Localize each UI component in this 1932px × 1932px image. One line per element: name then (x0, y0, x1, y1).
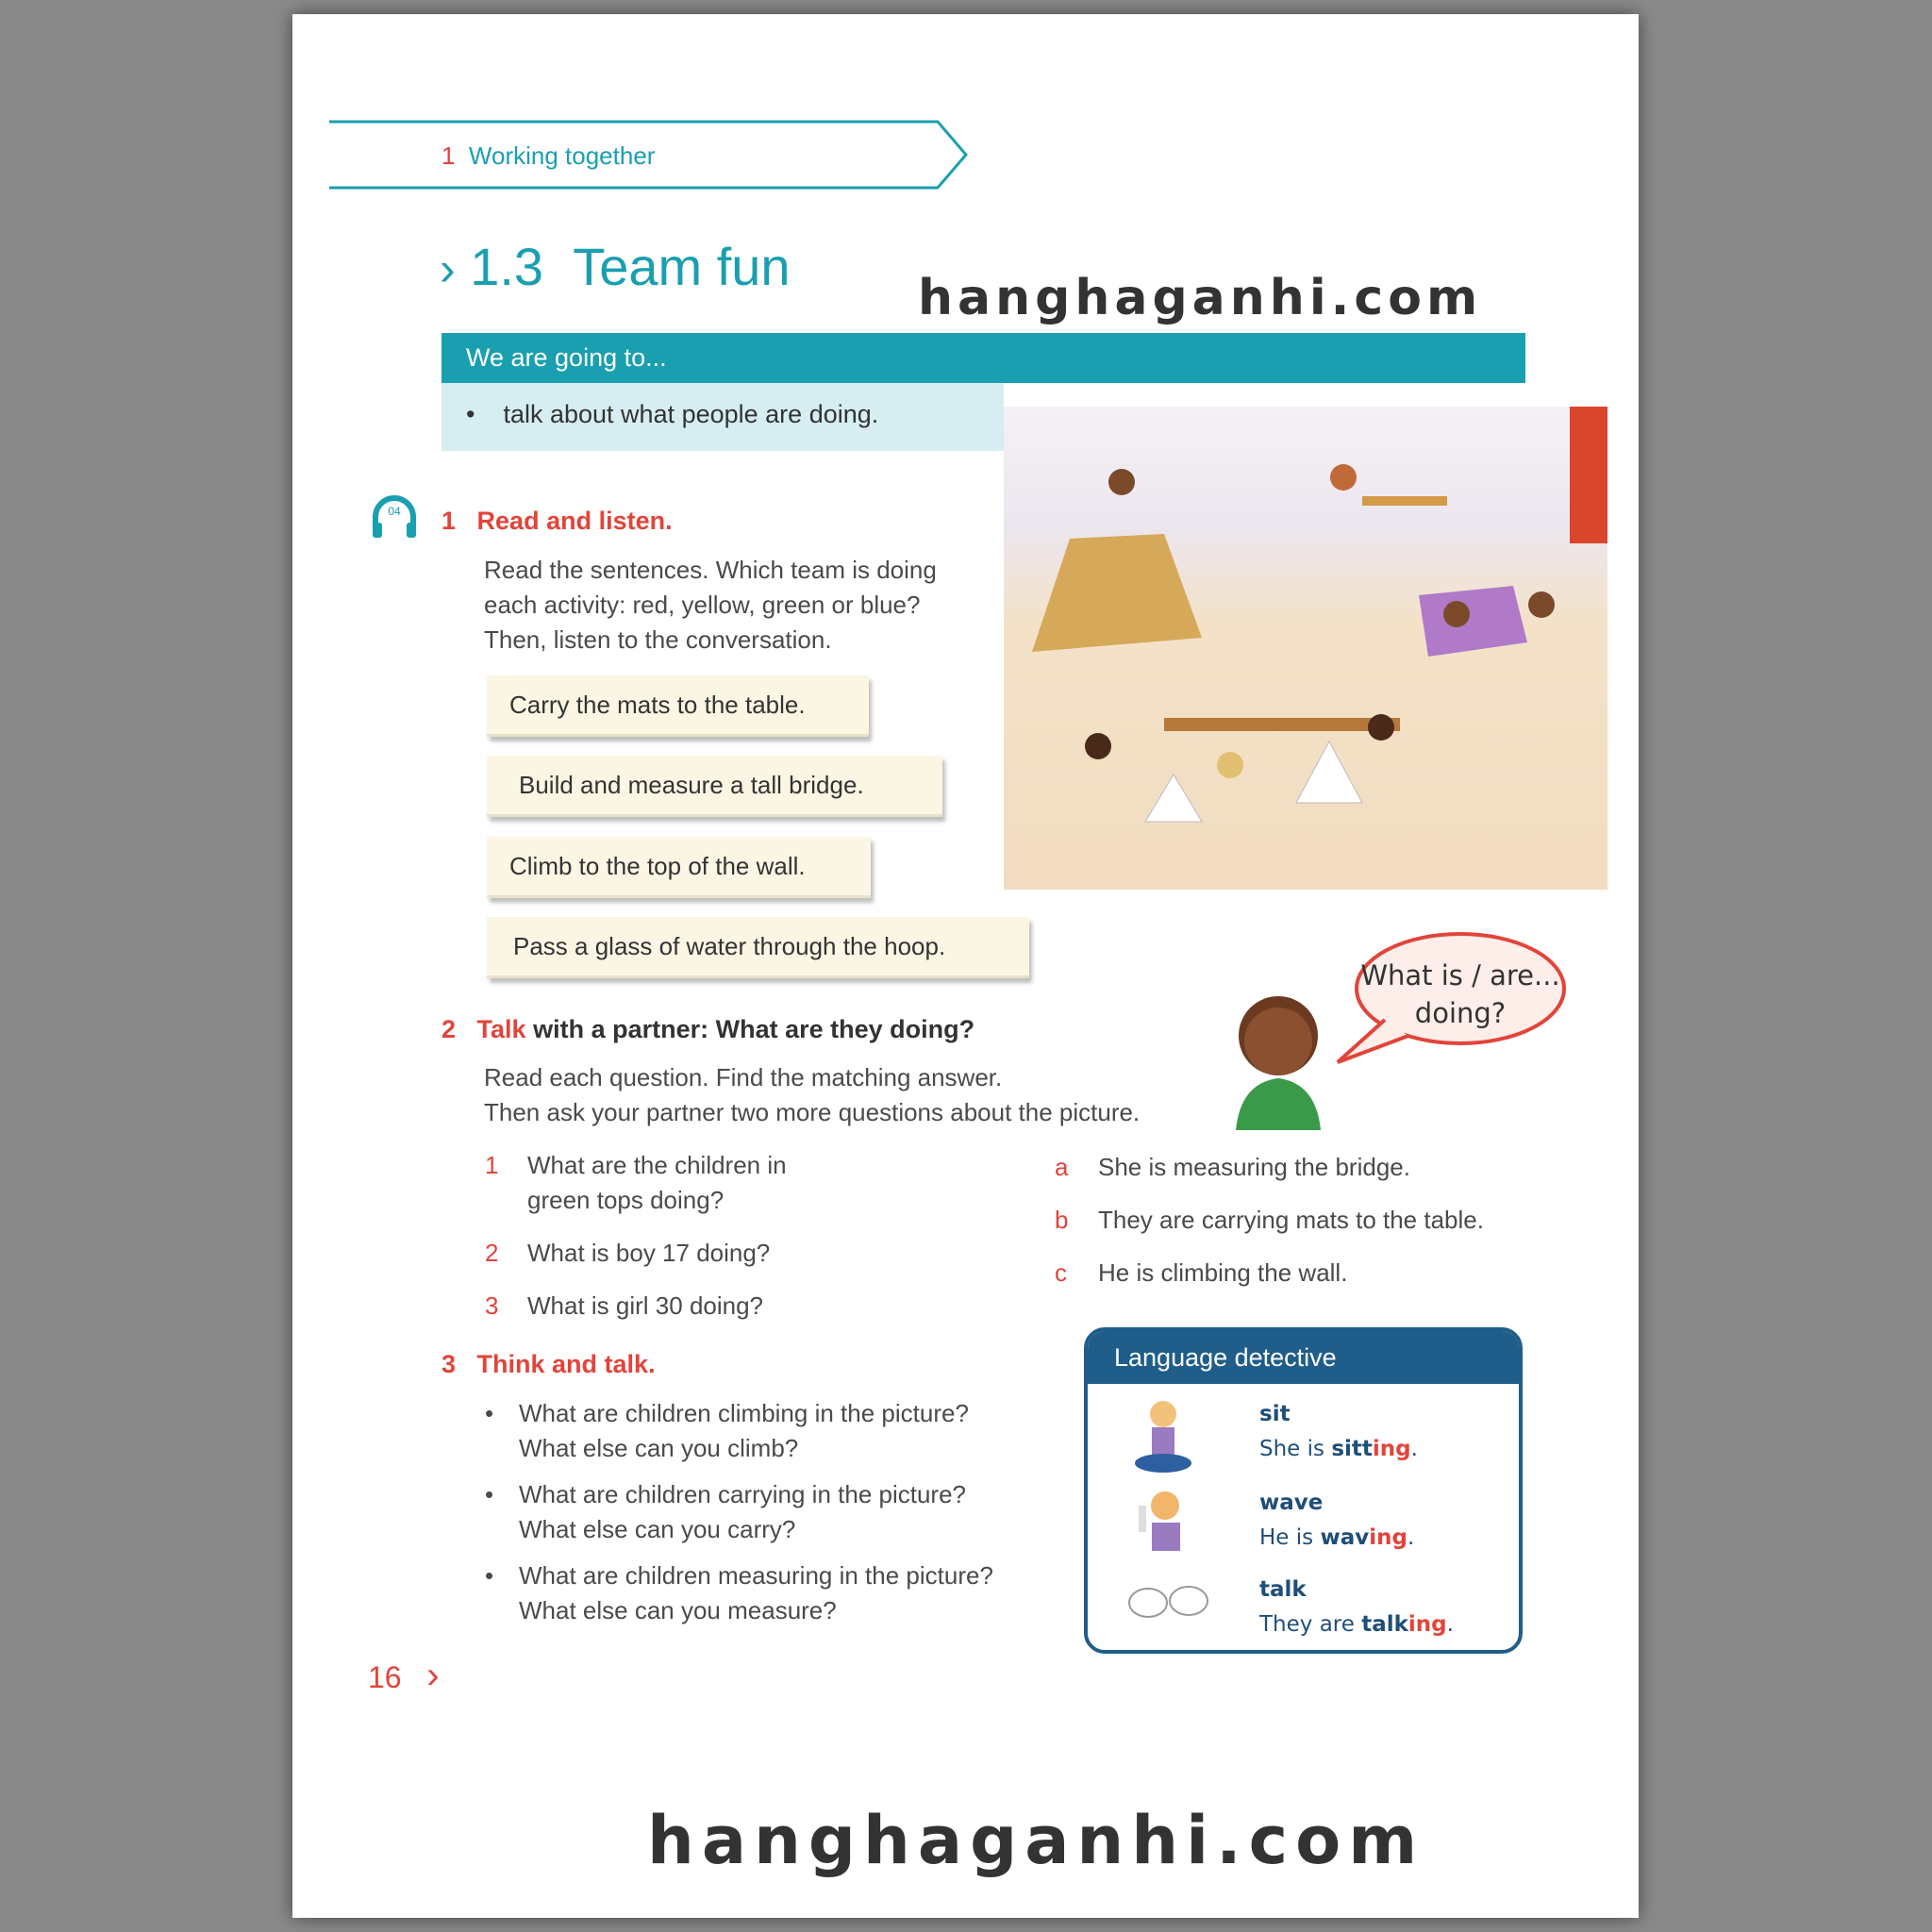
speech-bubbles-icon (1127, 1584, 1212, 1626)
exercise-2-heading (441, 1015, 974, 1044)
question-number: 3 (485, 1291, 499, 1320)
question-text: What is boy 17 doing? (527, 1239, 771, 1267)
ld-row (1259, 1573, 1454, 1642)
base-verb: sit (1259, 1402, 1291, 1426)
scene-shapes (1004, 407, 1607, 890)
exercise-2-instructions (484, 1060, 1140, 1130)
unit-title: Working together (468, 142, 656, 170)
answer-item (1055, 1203, 1484, 1256)
answer-list (1055, 1150, 1484, 1308)
answer-letter: b (1055, 1206, 1069, 1234)
goals-item: • talk about what people are doing. (441, 383, 1004, 451)
exercise-title-highlight: Talk (476, 1015, 526, 1043)
instruction-line: Then ask your partner two more questions about the picture. (484, 1098, 1141, 1126)
bullet-text: What else can you carry? (519, 1515, 796, 1543)
exercise-number: 3 (441, 1350, 457, 1378)
lesson-title (440, 236, 791, 297)
page-number (368, 1655, 440, 1697)
example-sentence: He is waving. (1259, 1525, 1415, 1550)
exercise-1-heading (441, 507, 673, 536)
question-list (485, 1148, 909, 1324)
bullet-text: What are children carrying in the picture? (519, 1480, 967, 1508)
answer-text: He is climbing the wall. (1098, 1258, 1348, 1287)
bullet-item: • What are children carrying in the picture? What else can you carry? (485, 1477, 1051, 1547)
exercise-1-instructions (484, 553, 937, 658)
exercise-title: with a partner: What are they doing? (525, 1015, 975, 1043)
watermark: hanghaganhi.com (918, 270, 1483, 326)
question-number: 2 (485, 1239, 499, 1267)
bullet-item: • What are children climbing in the picture? What else can you climb? (485, 1396, 1051, 1466)
instruction-line: Read the sentences. Which team is doing (484, 556, 937, 584)
bullet-text: What else can you climb? (519, 1434, 799, 1462)
unit-label (441, 142, 655, 171)
bullet-text: What else can you measure? (519, 1596, 837, 1624)
answer-item (1055, 1256, 1484, 1308)
goal-text: talk about what people are doing. (503, 400, 879, 428)
page-number-text: 16 (368, 1660, 402, 1694)
goals-heading: We are going to... (441, 333, 1525, 383)
gym-illustration (1004, 407, 1607, 890)
bullet-text: What are children measuring in the picture? (519, 1561, 993, 1590)
language-detective-title: Language detective (1088, 1331, 1519, 1384)
boy-illustration (1226, 979, 1330, 1130)
sentence-strip: Pass a glass of water through the hoop. (487, 917, 1029, 978)
question-text: What is girl 30 doing? (527, 1291, 764, 1320)
speech-bubble (1328, 930, 1569, 1066)
instruction-line: each activity: red, yellow, green or blue? (484, 591, 921, 619)
question-item (485, 1148, 909, 1218)
base-verb: talk (1259, 1577, 1307, 1602)
unit-number: 1 (441, 142, 456, 170)
chevron-right-icon: › (426, 1655, 440, 1696)
exercise-number: 1 (441, 507, 457, 535)
girl-sitting-icon (1135, 1397, 1191, 1477)
ld-row (1259, 1486, 1414, 1556)
bubble-line: What is / are... (1360, 959, 1560, 991)
question-item (485, 1236, 909, 1271)
bullet-item: • What are children measuring in the picture? What else can you measure? (485, 1558, 1051, 1628)
headphones-icon[interactable] (370, 492, 419, 541)
answer-text: She is measuring the bridge. (1098, 1153, 1410, 1181)
example-sentence: They are talking. (1259, 1612, 1454, 1637)
base-verb: wave (1259, 1491, 1324, 1515)
bullet-text: What are children climbing in the picture? (519, 1399, 969, 1427)
lesson-name: Team fun (573, 237, 791, 296)
svg-text:04: 04 (388, 505, 401, 518)
sentence-strip: Build and measure a tall bridge. (487, 756, 942, 817)
question-number: 1 (485, 1151, 499, 1179)
answer-text: They are carrying mats to the table. (1098, 1206, 1484, 1234)
language-detective-box (1084, 1327, 1523, 1654)
sentence-strip: Climb to the top of the wall. (487, 837, 871, 898)
exercise-title: Think and talk. (476, 1350, 656, 1378)
answer-letter: c (1055, 1258, 1067, 1287)
sentence-strip: Carry the mats to the table. (487, 675, 869, 737)
instruction-line: Then, listen to the conversation. (484, 625, 832, 654)
lesson-number: 1.3 (470, 237, 544, 296)
instruction-line: Read each question. Find the matching answer. (484, 1063, 1003, 1091)
watermark-bottom: hanghaganhi.com (647, 1802, 1425, 1879)
chevron-right-icon: › (440, 242, 456, 295)
think-talk-bullets (485, 1396, 1051, 1628)
exercise-3-heading (441, 1350, 656, 1379)
question-text: green tops doing? (527, 1186, 724, 1214)
boy-waving-icon (1135, 1487, 1191, 1557)
answer-item (1055, 1150, 1484, 1203)
question-text: What are the children in (527, 1151, 787, 1179)
example-sentence: She is sitting. (1259, 1437, 1418, 1461)
exercise-number: 2 (441, 1015, 457, 1043)
question-item (485, 1289, 909, 1324)
bubble-line: doing? (1414, 997, 1507, 1029)
answer-letter: a (1055, 1153, 1069, 1181)
ld-row (1259, 1397, 1418, 1467)
exercise-title: Read and listen. (476, 507, 673, 535)
